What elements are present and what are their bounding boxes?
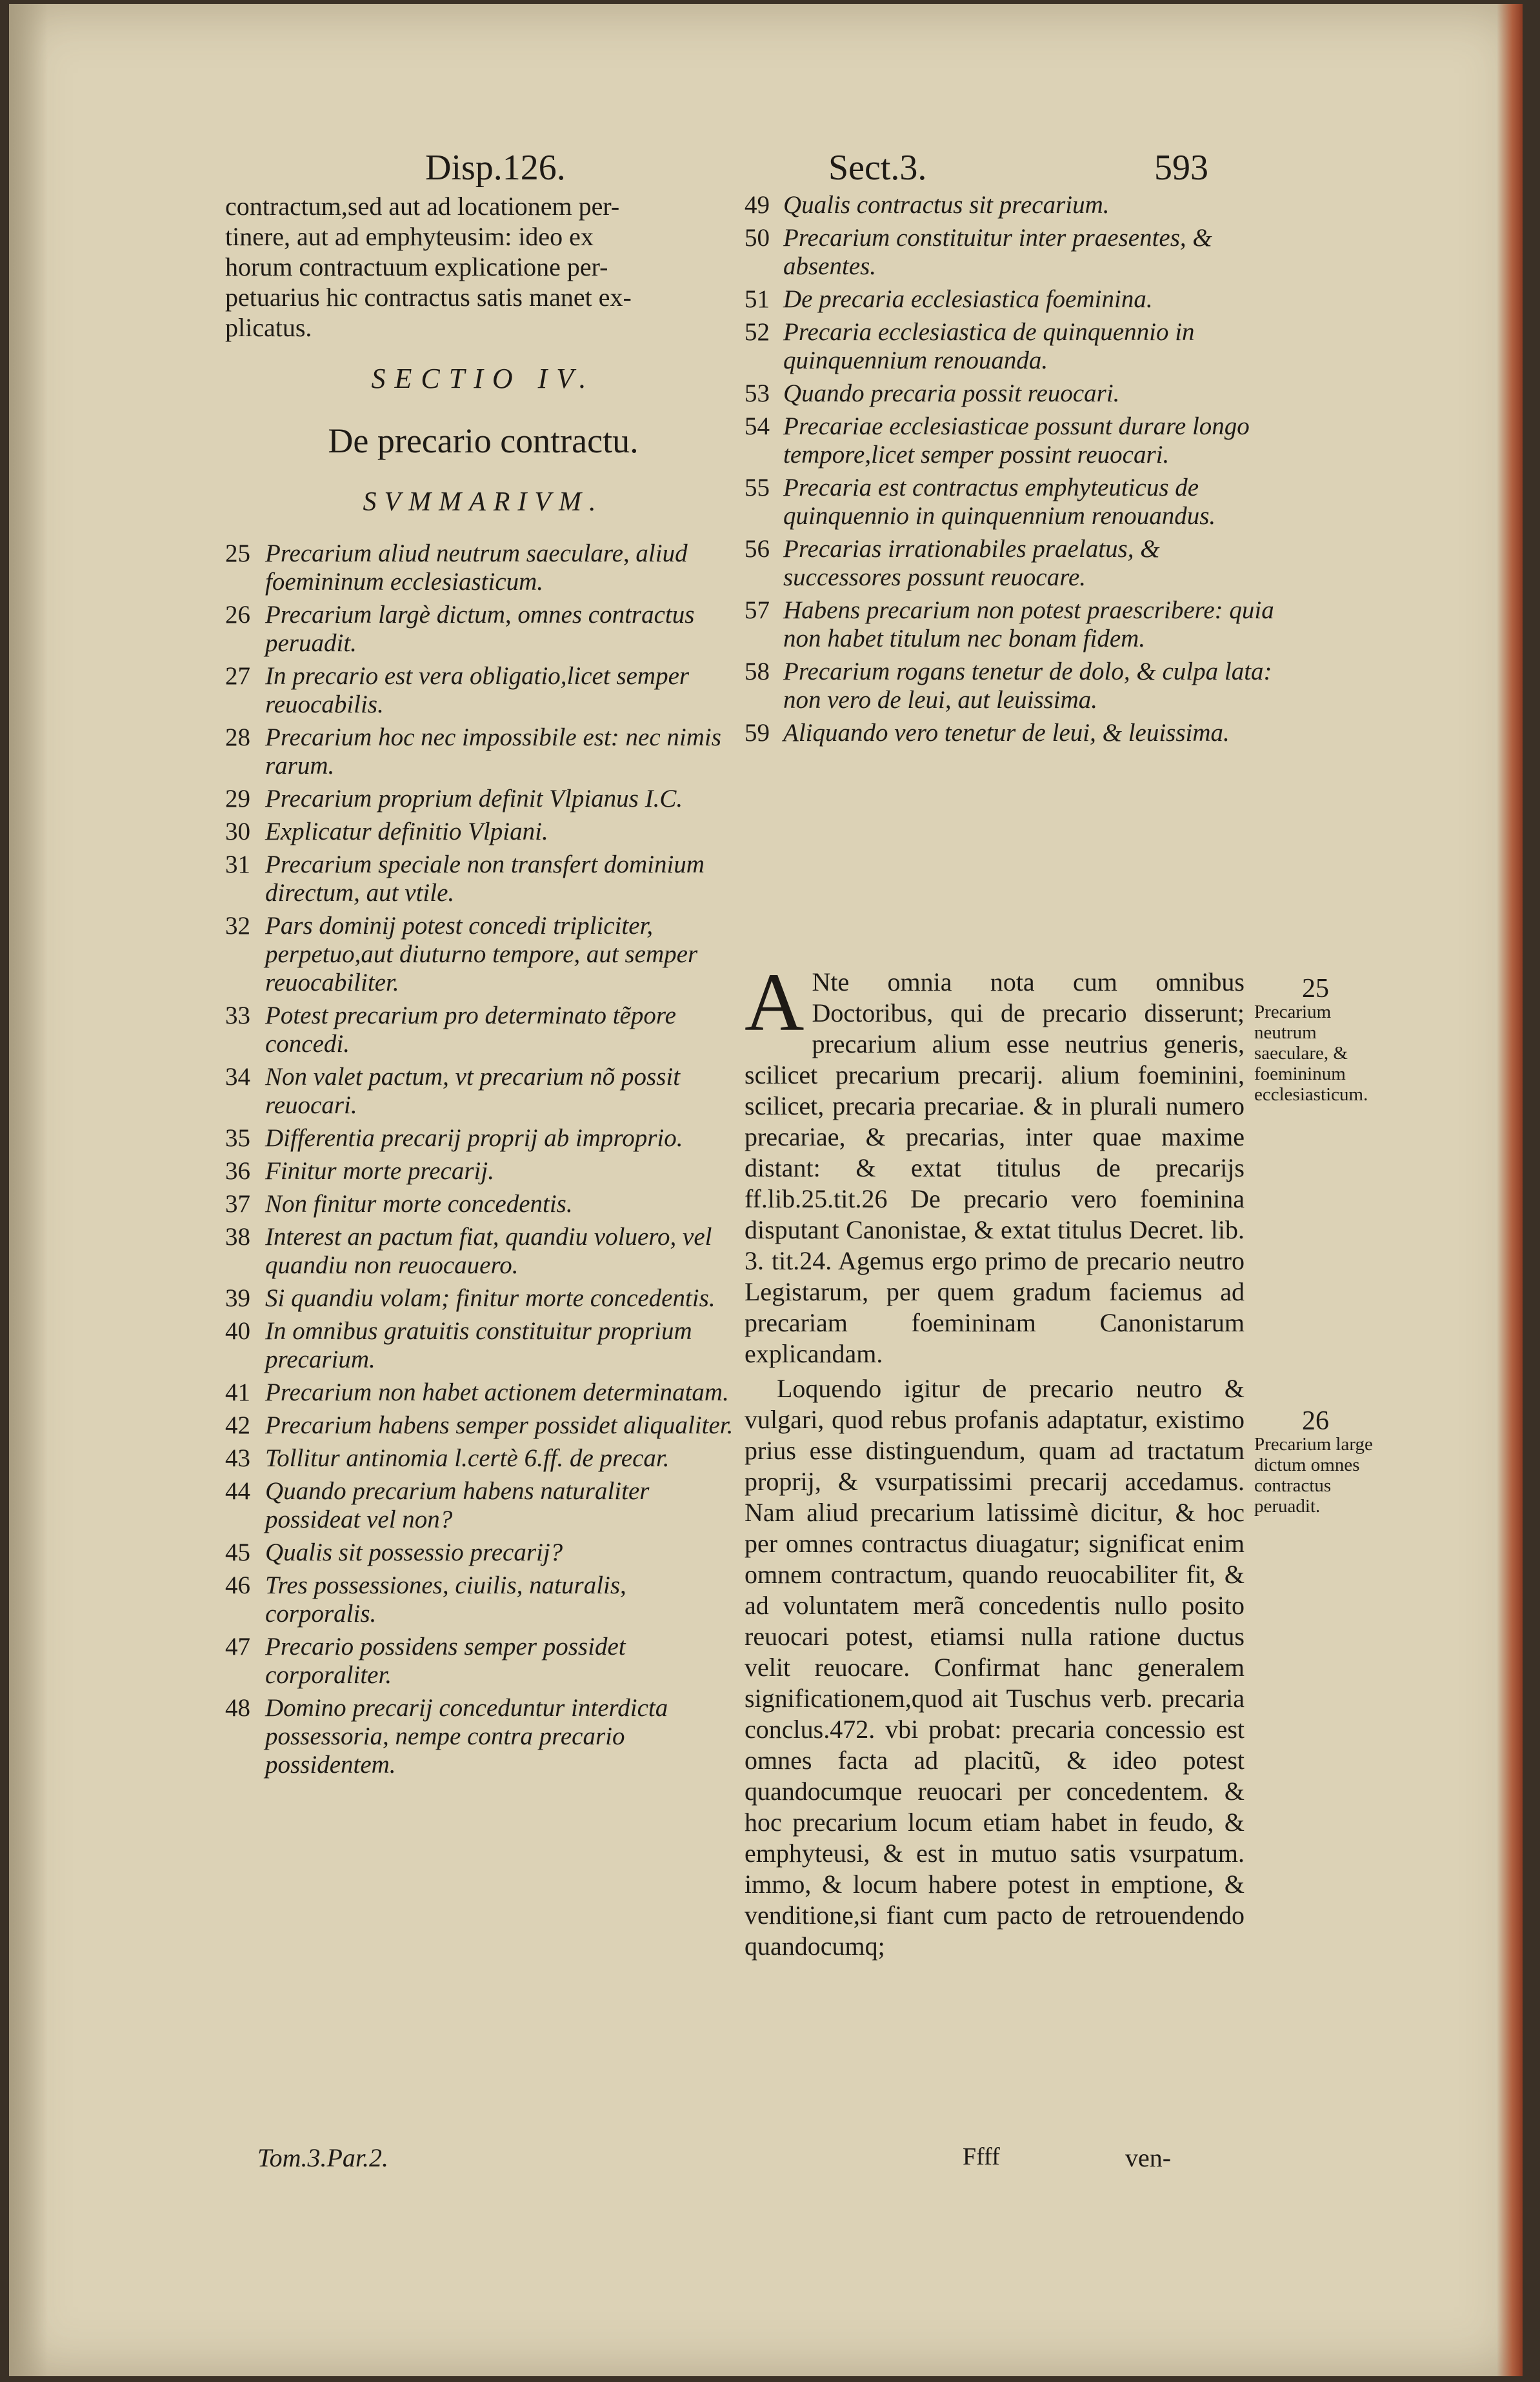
book-page xyxy=(9,4,1523,2376)
summary-item xyxy=(745,474,1280,530)
summary-item-text: Non valet pactum, vt precarium nõ possit reuocari. xyxy=(265,1063,681,1119)
summary-item-number: 42 xyxy=(225,1411,250,1439)
summary-item-number: 56 xyxy=(745,535,770,563)
paragraph-text: Nte omnia nota cum omnibus Doctoribus, qui de precario disserunt; precarium alium esse neutrius generis, scilicet precarium precarij. alium foeminini, scilicet, precaria precariae. & in plurali numero precariae, & precarias, inter quae maxime distant: & extat titulus de precarijs ff.lib.25.tit.26 De precario vero foeminina disputant Canonistae, & extat titulus Decret. lib. 3. tit.24. Agemus ergo primo de precario neutro Legistarum, per quem gradum faciemus ad precariam foemininam Canonistarum explicandam. xyxy=(745,967,1245,1368)
summary-item-number: 41 xyxy=(225,1378,250,1406)
summary-item xyxy=(225,601,741,658)
summary-item-text: Si quandiu volam; finitur morte concedentis. xyxy=(265,1284,715,1312)
summary-item-text: In omnibus gratuitis constituitur proprium precarium. xyxy=(265,1317,692,1373)
summary-item xyxy=(225,1378,741,1407)
margin-note-number: 26 xyxy=(1302,1406,1329,1436)
margin-note xyxy=(1254,974,1377,1105)
page-edge xyxy=(1497,4,1523,2376)
summary-item xyxy=(225,1411,741,1440)
summary-item xyxy=(745,596,1280,653)
summary-item xyxy=(745,285,1280,314)
summary-item-text: Precarium hoc nec impossibile est: nec nimis rarum. xyxy=(265,723,721,780)
summary-item-text: Precarium constituitur inter praesentes, & absentes. xyxy=(783,224,1212,280)
summary-item-text: Aliquando vero tenetur de leui, & leuissima. xyxy=(783,719,1230,747)
summary-item-text: In precario est vera obligatio,licet semper reuocabilis. xyxy=(265,662,690,718)
summary-item-text: Precarias irrationabiles praelatus, & successores possunt reuocare. xyxy=(783,535,1160,591)
summary-item-number: 45 xyxy=(225,1539,250,1566)
summary-item-number: 47 xyxy=(225,1633,250,1660)
summary-item-text: Precaria est contractus emphyteuticus de quinquennio in quinquennium renouandus. xyxy=(783,474,1216,530)
summary-item xyxy=(225,1002,741,1058)
summary-item-text: Precariae ecclesiasticae possunt durare longo tempore,licet semper possint reuocari. xyxy=(783,412,1250,469)
summary-item-text: Precarium largè dictum, omnes contractus peruadit. xyxy=(265,601,695,657)
margin-note-text: Precarium large dictum omnes contractus peruadit. xyxy=(1254,1434,1373,1517)
summary-item-number: 55 xyxy=(745,474,770,501)
summary-item xyxy=(225,1539,741,1567)
summary-item xyxy=(225,662,741,719)
summary-item-number: 28 xyxy=(225,723,250,751)
summary-item-number: 25 xyxy=(225,540,250,567)
summary-item xyxy=(225,912,741,997)
running-header-left: Disp.126. xyxy=(425,148,566,188)
summary-item-number: 49 xyxy=(745,191,770,219)
summary-item-number: 34 xyxy=(225,1063,250,1091)
summary-item xyxy=(745,224,1280,281)
summary-item xyxy=(745,535,1280,592)
summary-item-number: 40 xyxy=(225,1317,250,1345)
summary-item xyxy=(225,818,741,846)
summary-item-text: Potest precarium pro determinato tẽpore concedi. xyxy=(265,1002,676,1058)
body-text xyxy=(745,956,1245,1966)
summary-item-number: 58 xyxy=(745,658,770,685)
summary-item-number: 59 xyxy=(745,719,770,747)
catchword: ven- xyxy=(1125,2143,1172,2172)
summary-item-number: 51 xyxy=(745,285,770,313)
summary-item-text: Pars dominij potest concedi tripliciter, perpetuo,aut diuturno tempore, aut semper reuocabiliter. xyxy=(265,912,698,996)
summary-item-text: Interest an pactum fiat, quandiu voluero, vel quandiu non reuocauero. xyxy=(265,1223,712,1279)
volume-note: Tom.3.Par.2. xyxy=(257,2143,389,2172)
left-column xyxy=(225,191,741,1784)
intro-line: plicatus. xyxy=(225,313,312,342)
summary-item xyxy=(225,1063,741,1120)
summary-item-text: Explicatur definitio Vlpiani. xyxy=(265,818,548,845)
summary-item-number: 38 xyxy=(225,1223,250,1251)
summary-item-number: 27 xyxy=(225,662,250,690)
summary-item xyxy=(225,1444,741,1473)
summary-item-number: 32 xyxy=(225,912,250,940)
summary-item-number: 46 xyxy=(225,1571,250,1599)
intro-line: contractum,sed aut ad locationem per- xyxy=(225,192,620,221)
summary-item-text: Quando precaria possit reuocari. xyxy=(783,379,1120,407)
summary-item-number: 30 xyxy=(225,818,250,845)
summary-item-number: 50 xyxy=(745,224,770,252)
margin-note-text: Precarium neutrum saeculare, & foemininum ecclesiasticum. xyxy=(1254,1002,1368,1105)
summary-item-text: Finitur morte precarij. xyxy=(265,1157,494,1185)
summary-item-text: Qualis sit possessio precarij? xyxy=(265,1539,563,1566)
summary-item-text: Tollitur antinomia l.certè 6.ff. de precar. xyxy=(265,1444,670,1472)
summary-item-text: Domino precarij conceduntur interdicta possessoria, nempe contra precario possidentem. xyxy=(265,1694,668,1779)
summary-item-number: 54 xyxy=(745,412,770,440)
summary-item xyxy=(745,412,1280,469)
summary-item xyxy=(225,1317,741,1374)
summary-item-number: 35 xyxy=(225,1124,250,1152)
summary-item-text: Precarium aliud neutrum saeculare, aliud foemininum ecclesiasticum. xyxy=(265,540,688,596)
summary-item-text: Quando precarium habens naturaliter possideat vel non? xyxy=(265,1477,650,1533)
summary-list-right xyxy=(745,191,1280,747)
summary-item xyxy=(225,1124,741,1153)
summary-item xyxy=(745,191,1280,219)
running-header-right: Sect.3. xyxy=(828,148,927,188)
summary-item-number: 26 xyxy=(225,601,250,629)
summary-item-text: Non finitur morte concedentis. xyxy=(265,1190,573,1218)
summary-item-number: 36 xyxy=(225,1157,250,1185)
signature-mark: Ffff xyxy=(963,2143,1000,2170)
summary-item xyxy=(225,1284,741,1313)
summary-item-text: Habens precarium non potest praescribere: quia non habet titulum nec bonam fidem. xyxy=(783,596,1274,652)
summary-item-text: Qualis contractus sit precarium. xyxy=(783,191,1110,219)
summary-item-text: Precarium speciale non transfert dominium directum, aut vtile. xyxy=(265,851,705,907)
body-paragraph xyxy=(745,956,1245,1369)
summary-item-text: Precarium non habet actionem determinatam. xyxy=(265,1378,729,1406)
summary-item-number: 31 xyxy=(225,851,250,878)
summary-item xyxy=(225,1477,741,1534)
summary-item-number: 29 xyxy=(225,785,250,813)
summary-item xyxy=(225,1190,741,1218)
page-gutter-shadow xyxy=(9,4,48,2376)
intro-line: tinere, aut ad emphyteusim: ideo ex xyxy=(225,222,594,251)
right-column xyxy=(745,191,1280,752)
summary-item xyxy=(745,658,1280,714)
intro-line: petuarius hic contractus satis manet ex- xyxy=(225,283,632,312)
summary-item-number: 53 xyxy=(745,379,770,407)
summary-item-text: De precaria ecclesiastica foeminina. xyxy=(783,285,1153,313)
section-title: SECTIO IV. xyxy=(371,363,595,394)
summary-item-text: Precaria ecclesiastica de quinquennio in quinquennium renouanda. xyxy=(783,318,1195,374)
summary-item xyxy=(225,851,741,907)
summary-item-number: 37 xyxy=(225,1190,250,1218)
summary-item xyxy=(225,1157,741,1186)
summary-item-number: 39 xyxy=(225,1284,250,1312)
summary-list-left xyxy=(225,540,741,1779)
summary-item-number: 43 xyxy=(225,1444,250,1472)
margin-note-number: 25 xyxy=(1302,974,1329,1004)
summary-item-number: 52 xyxy=(745,318,770,346)
drop-cap: A xyxy=(745,956,805,1048)
page-number: 593 xyxy=(1154,148,1208,188)
summary-item xyxy=(225,723,741,780)
section-subtitle: De precario contractu. xyxy=(328,421,639,460)
summary-item-text: Precarium proprium definit Vlpianus I.C. xyxy=(265,785,683,813)
summary-item-number: 33 xyxy=(225,1002,250,1029)
summary-item xyxy=(745,379,1280,408)
margin-note xyxy=(1254,1406,1377,1517)
summary-item xyxy=(225,1223,741,1280)
summary-item xyxy=(225,1633,741,1690)
summary-title: SVMMARIVM. xyxy=(363,487,604,517)
body-paragraph: Loquendo igitur de precario neutro & vulgari, quod rebus profanis adaptatur, existimo prius esse distinguendum, quam ad tractatum proprij, & vsurpatissimi precarij accedamus. Nam aliud precarium latissimè dicitur, & hoc per omnes contractus diuagatur; significat enim omnem contractum, quando reuocabiliter fit, & ad voluntatem merã concedentis nullo posito reuocari potest, etiamsi nulla ratione ductus velit reuocare. Confirmat hanc generalem significationem,quod ait Tuschus verb. precaria conclus.472. vbi probat: precaria concessio est omnes facta ad placitũ, & ideo potest quandocumque reuocari per concedentem. & hoc precarium locum etiam habet in feudo, & emphyteusi, & est in mutuo satis vsurpatum. immo, & locum habere potest in emptione, & venditione,si fiant cum pacto de retrouendendo quandocumq; xyxy=(745,1374,1245,1961)
intro-paragraph xyxy=(225,191,741,343)
summary-item xyxy=(225,1694,741,1779)
intro-line: horum contractuum explicatione per- xyxy=(225,252,608,281)
summary-item-text: Differentia precarij proprij ab improprio. xyxy=(265,1124,683,1152)
summary-item xyxy=(225,540,741,596)
summary-item xyxy=(225,1571,741,1628)
summary-item-text: Tres possessiones, ciuilis, naturalis, corporalis. xyxy=(265,1571,626,1628)
summary-item xyxy=(745,719,1280,747)
summary-item-text: Precarium rogans tenetur de dolo, & culpa lata: non vero de leui, aut leuissima. xyxy=(783,658,1272,714)
summary-item-number: 44 xyxy=(225,1477,250,1505)
summary-item-text: Precario possidens semper possidet corporaliter. xyxy=(265,1633,626,1689)
summary-item-number: 48 xyxy=(225,1694,250,1722)
summary-item xyxy=(225,785,741,813)
summary-item-number: 57 xyxy=(745,596,770,624)
summary-item xyxy=(745,318,1280,375)
summary-item-text: Precarium habens semper possidet aliqualiter. xyxy=(265,1411,734,1439)
